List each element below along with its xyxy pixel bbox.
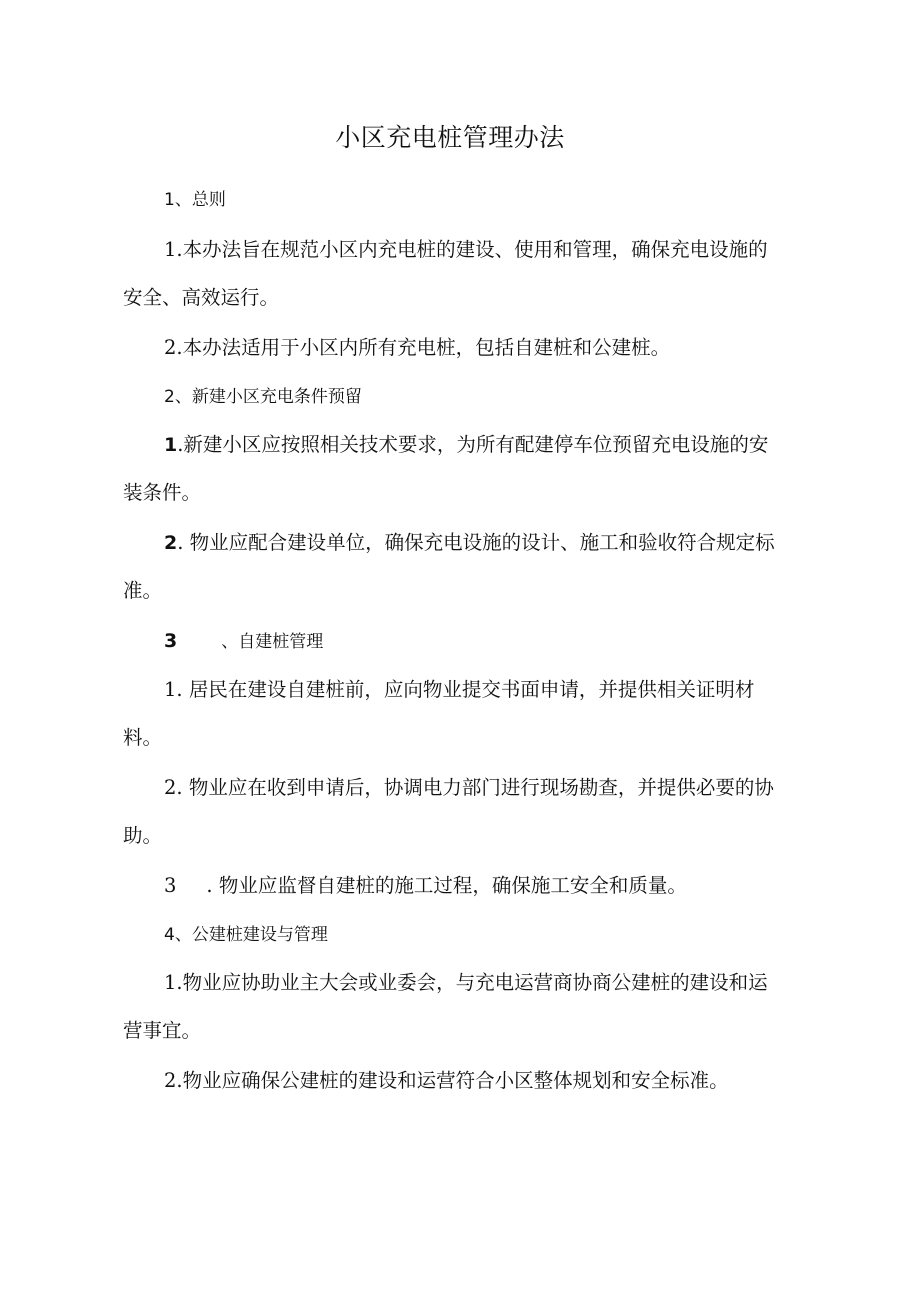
paragraph — [123, 1057, 783, 1105]
paragraph — [123, 324, 783, 372]
paragraph — [123, 421, 783, 517]
paragraph-text: . 物业应在收到申请后，协调电力部门进行现场勘查，并提供必要的协助。 — [123, 776, 774, 847]
section-title: 、总则 — [174, 190, 226, 210]
paragraph-text: .新建小区应按照相关技术要求，为所有配建停车位预留充电设施的安装条件。 — [123, 433, 769, 504]
paragraph — [123, 666, 783, 762]
paragraph-text: .物业应协助业主大会或业委会，与充电运营商协商公建桩的建设和运营事宜。 — [123, 971, 768, 1042]
paragraph — [123, 764, 783, 860]
paragraph-number: 1 — [164, 434, 178, 456]
paragraph-number: 2 — [164, 1069, 177, 1092]
paragraph — [123, 226, 783, 322]
section-number: 3 — [164, 630, 178, 652]
section-heading-2 — [164, 385, 362, 409]
paragraph-text: . 居民在建设自建桩前，应向物业提交书面申请，并提供相关证明材料。 — [123, 678, 755, 749]
paragraph-number: 2 — [164, 532, 178, 554]
paragraph-number: 1 — [164, 678, 177, 701]
section-title: 、公建桩建设与管理 — [174, 925, 328, 945]
paragraph-text: 本办法适用于小区内所有充电桩，包括自建桩和公建桩。 — [182, 336, 671, 359]
document-title: 小区充电桩管理办法 — [335, 123, 565, 152]
paragraph-number: 1 — [164, 971, 177, 994]
paragraph-text: 本办法旨在规范小区内充电桩的建设、使用和管理，确保充电设施的安全、高效运行。 — [123, 238, 768, 309]
section-heading-1 — [164, 188, 226, 212]
paragraph-text: . 物业应配合建设单位，确保充电设施的设计、施工和验收符合规定标准。 — [123, 531, 775, 602]
section-number: 1 — [164, 190, 175, 210]
section-number: 2 — [164, 387, 175, 407]
section-title: 、新建小区充电条件预留 — [174, 387, 362, 407]
paragraph-number: 2 — [164, 776, 177, 799]
paragraph-text: .物业应确保公建桩的建设和运营符合小区整体规划和安全标准。 — [176, 1069, 729, 1092]
paragraph-number: 2. — [164, 336, 183, 359]
section-heading-4 — [164, 923, 328, 947]
paragraph — [123, 862, 783, 910]
section-heading-3 — [164, 629, 323, 654]
paragraph — [123, 519, 783, 615]
paragraph-text: . 物业应监督自建桩的施工过程，确保施工安全和质量。 — [206, 874, 687, 897]
paragraph-number: 1. — [164, 238, 183, 261]
section-title: 、自建桩管理 — [221, 632, 324, 652]
section-number: 4 — [164, 925, 175, 945]
paragraph — [123, 959, 783, 1055]
paragraph-number: 3 — [164, 874, 177, 897]
